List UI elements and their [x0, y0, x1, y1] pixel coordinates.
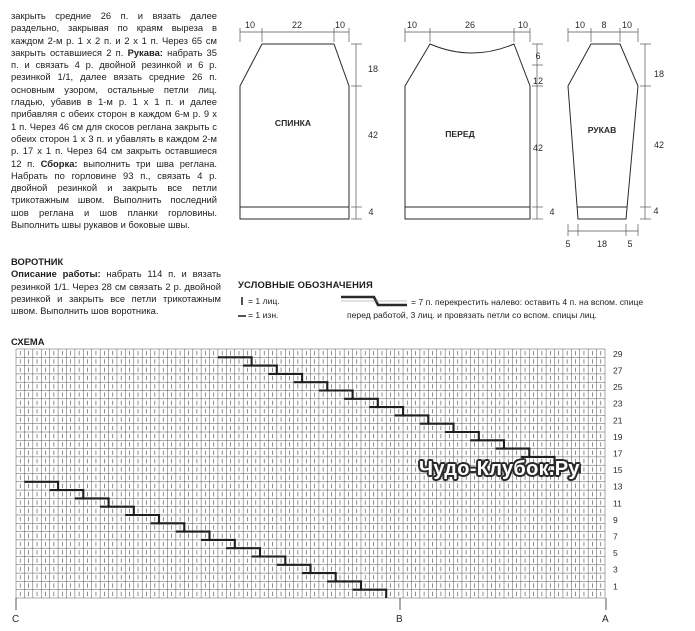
dim-label: 8	[601, 20, 607, 30]
pattern-diagrams	[0, 0, 695, 260]
collar-section	[11, 256, 221, 317]
dim-label: 10	[517, 20, 529, 30]
assembly-heading: Сборка:	[40, 157, 78, 169]
back-outline	[240, 44, 349, 219]
dim-label: 5	[565, 239, 571, 249]
column-label: B	[396, 614, 403, 625]
collar-desc-text: набрать 114 п. и вязать резинкой 1/1. Через 28 см связать 2 р. двойной резинкой и закрыть все петли трикотажным швом. Выполнить шов воротника.	[11, 268, 222, 317]
back-label: СПИНКА	[274, 118, 312, 128]
collar-desc-heading: Описание работы:	[11, 268, 101, 280]
row-label: 5	[613, 548, 618, 559]
cable-symbol-icon	[340, 294, 410, 308]
dim-label: 22	[291, 20, 303, 30]
dim-label: 42	[367, 130, 379, 140]
dim-label: 10	[334, 20, 346, 30]
sleeve-text: набрать 35 п. и связать 4 р. двойной резинкой и 6 р. резинкой 1/1, далее вязать средние 26 п. основным узором, остальные петли лиц. гладью, убавив в 1-м р. 1 х 1 п. и далее прибавляя с обеих сторон в каждом 6-м р. 9 х 1 п. Через 46 см для скосов реглана закрыть с обеих сторон 1 х 3 п. и убавлять в каждом 2-м р. 17 х 1 п. Через 64 см закрыть оставшиеся 12 п.	[11, 46, 217, 169]
dim-label: 4	[549, 207, 555, 217]
legend-purl: = 1 изн.	[248, 310, 279, 320]
dim-label: 42	[532, 143, 544, 153]
dim-label: 26	[464, 20, 476, 30]
row-label: 17	[613, 448, 623, 459]
dim-label: 18	[653, 69, 665, 79]
collar-title: ВОРОТНИК	[11, 256, 64, 267]
sleeve-label: РУКАВ	[587, 125, 617, 135]
dim-label: 18	[367, 64, 379, 74]
dim-label: 42	[653, 140, 665, 150]
column-label: A	[602, 614, 609, 625]
row-label: 15	[613, 465, 623, 476]
row-label: 25	[613, 382, 623, 393]
legend-knit: = 1 лиц.	[248, 296, 280, 306]
dim-label: 10	[244, 20, 256, 30]
row-label: 3	[613, 564, 618, 575]
row-label: 7	[613, 531, 618, 542]
column-label: C	[12, 614, 20, 625]
dim-label: 12	[532, 76, 544, 86]
dim-label: 4	[368, 207, 374, 217]
legend-title: УСЛОВНЫЕ ОБОЗНАЧЕНИЯ	[238, 279, 373, 290]
front-label: ПЕРЕД	[445, 129, 475, 139]
row-label: 21	[613, 415, 623, 426]
row-label: 1	[613, 581, 618, 592]
row-label: 23	[613, 398, 623, 409]
dim-label: 10	[621, 20, 633, 30]
instructions-p1: закрыть средние 26 п. и вязать далее раздельно, закрывая по краям выреза в каждом 2-м р. 1 х 2 п. и 2 х 1 п. Через 65 см закрыть оставшиеся 2 п.	[11, 10, 217, 58]
row-label: 29	[613, 348, 623, 359]
row-label: 11	[613, 498, 622, 509]
assembly-text: выполнить три шва реглана. Набрать по горловине 93 п., связать 4 р. двойной резинкой и закрыть все петли трикотажным швом. Выполнить последний шов реглана и шов планки горловины. Выполнить швы рукавов и боковые швы.	[11, 157, 218, 231]
row-label: 27	[613, 365, 623, 376]
row-label: 19	[613, 431, 623, 442]
legend-cable-line2: перед работой, 3 лиц. и провязать петли со вспом. спицы лиц.	[347, 310, 597, 320]
knitting-chart	[0, 341, 695, 631]
dim-label: 5	[627, 239, 633, 249]
legend-cable-line1: = 7 п. перекрестить налево: оставить 4 п. на вспом. спице	[411, 297, 644, 307]
watermark: Чудо-Клубок.Ру	[419, 458, 580, 480]
schema-title: СХЕМА	[11, 336, 45, 347]
dim-label: 10	[574, 20, 586, 30]
row-label: 9	[613, 514, 618, 525]
dim-label: 6	[535, 51, 541, 61]
sleeve-heading: Рукава:	[127, 46, 163, 58]
dim-label: 4	[653, 206, 659, 216]
dim-label: 18	[596, 239, 608, 249]
row-label: 13	[613, 481, 623, 492]
dim-label: 10	[406, 20, 418, 30]
